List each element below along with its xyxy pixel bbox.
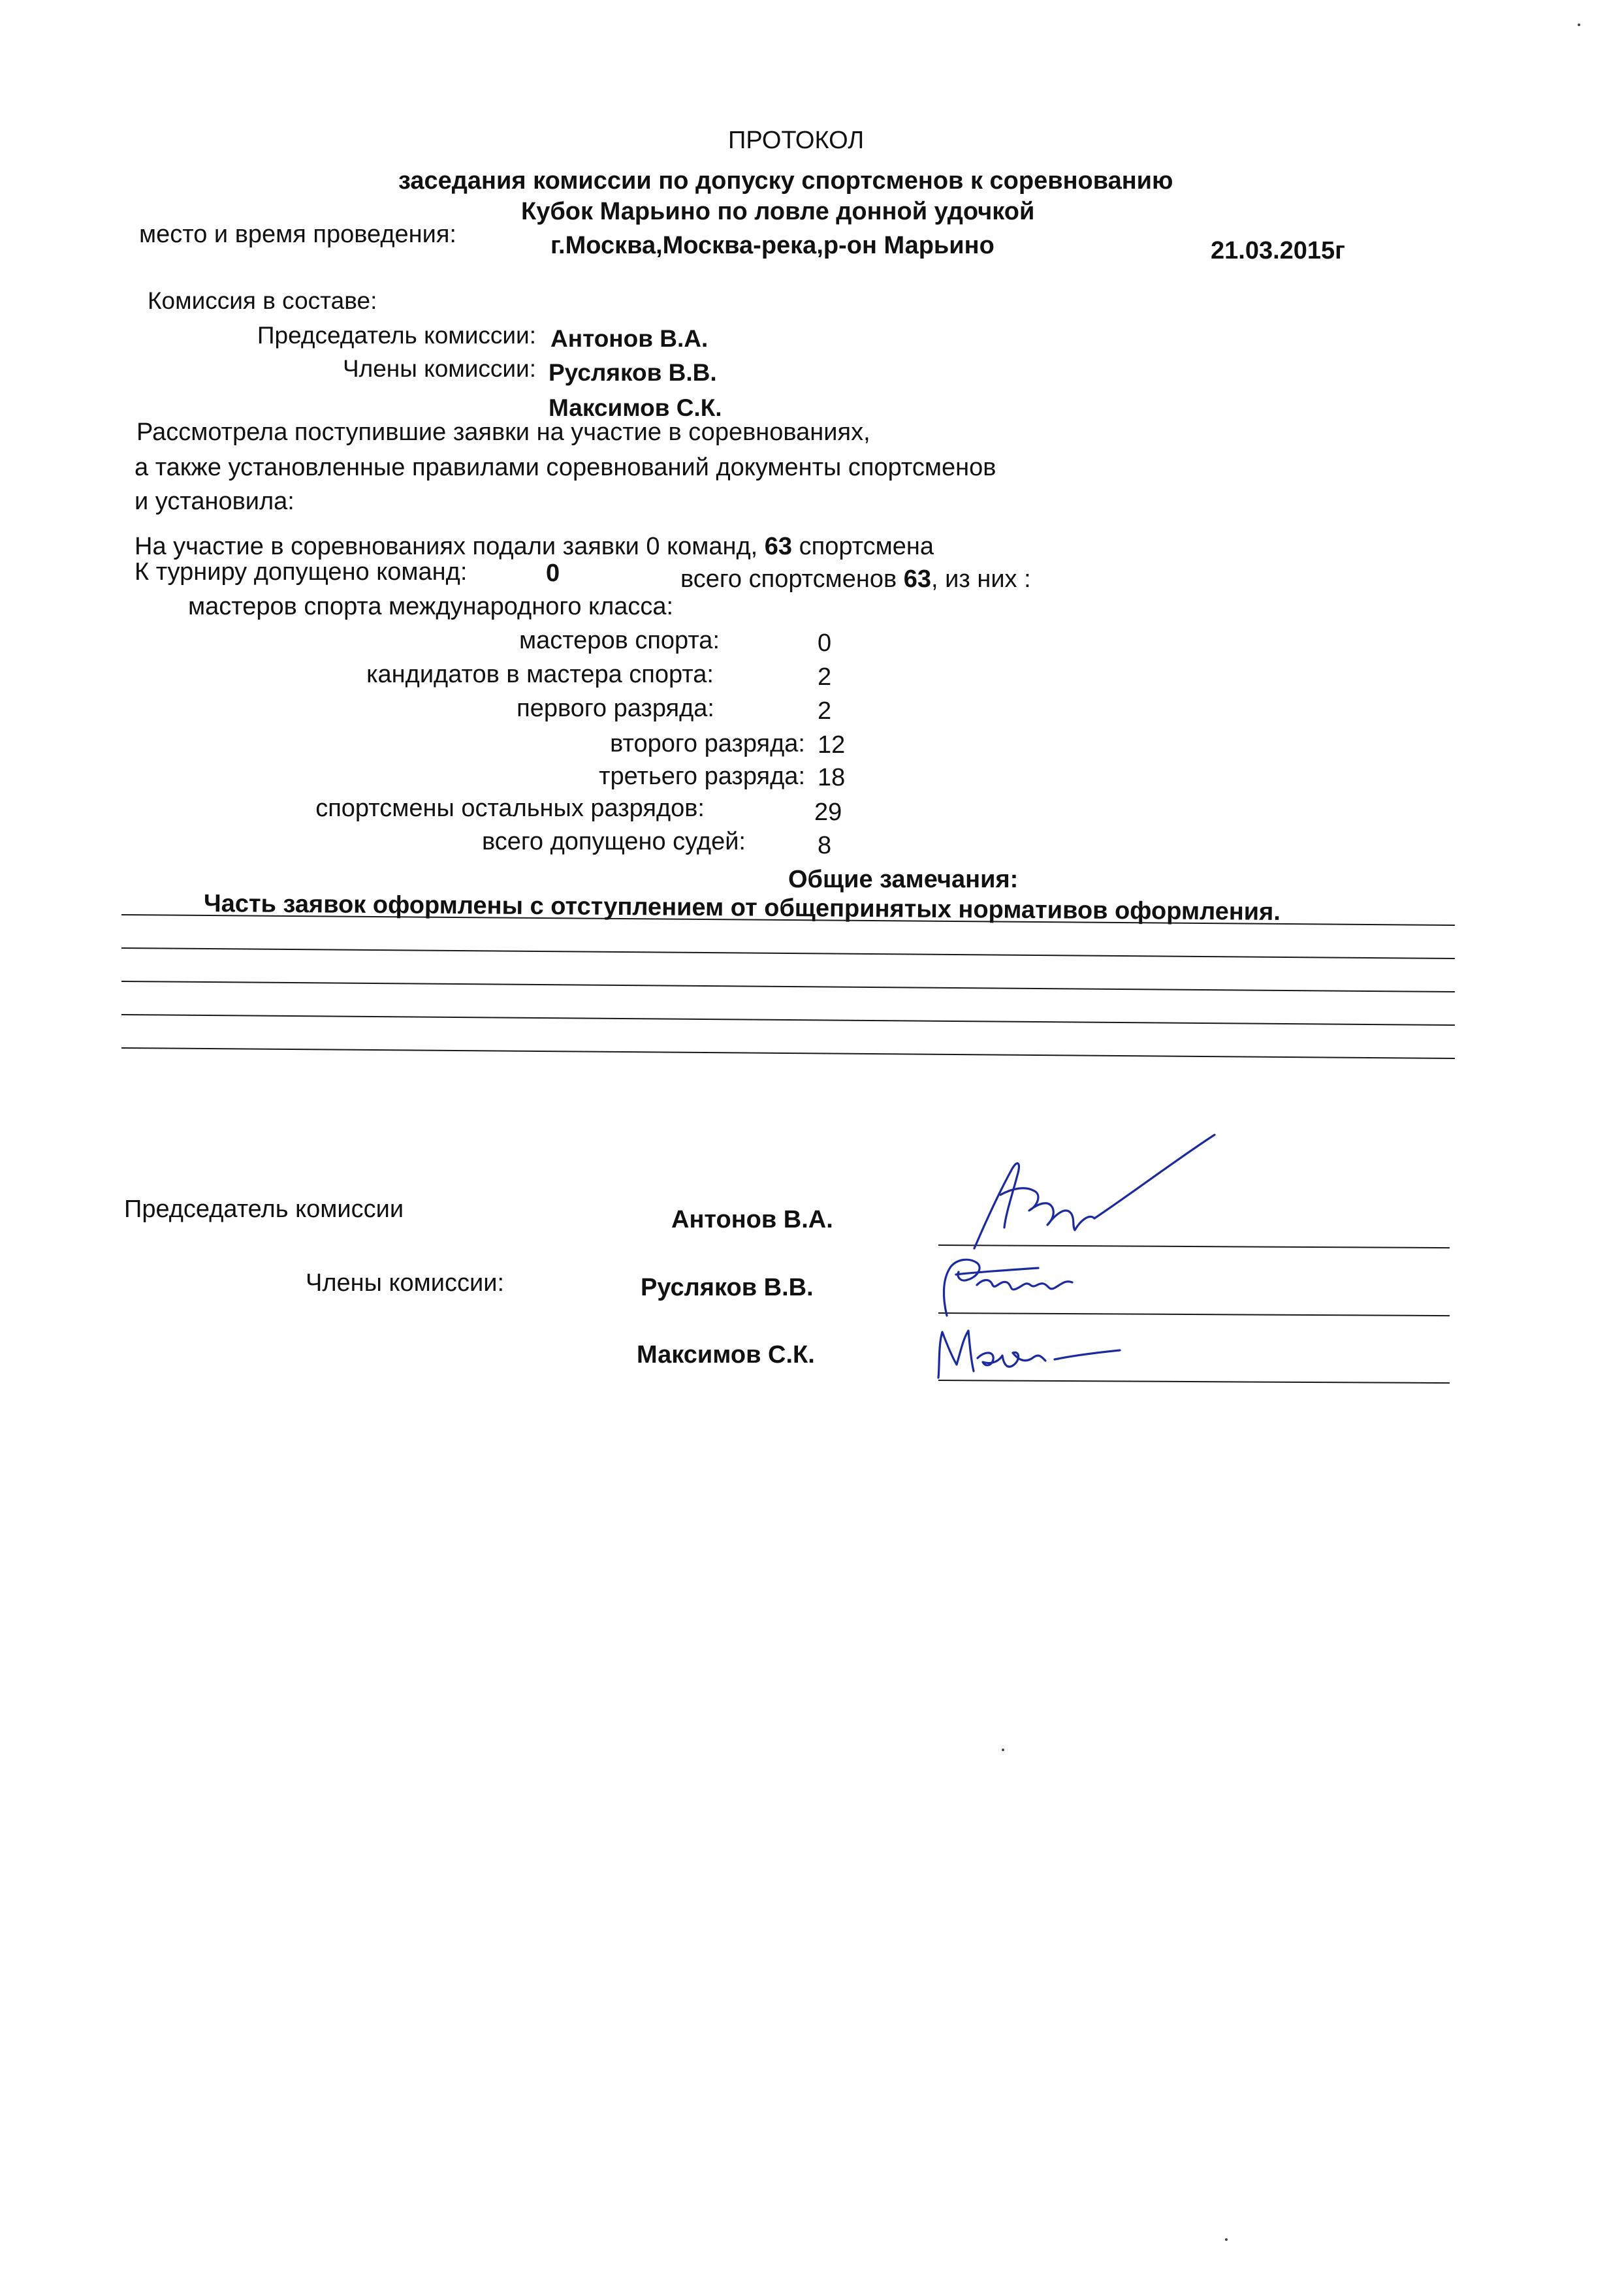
findings-line-2: а также установленные правилами соревнований документы спортсменов [135,454,996,481]
chair-signature [966,1123,1241,1267]
remarks-line-5 [121,1047,1455,1059]
remarks-line-3 [121,981,1455,992]
rank-value-judges: 8 [818,832,832,859]
rank-value-other: 29 [814,799,842,826]
document-title: ПРОТОКОЛ [728,127,865,154]
applications-suffix: спортсмена [792,533,934,560]
teams-admitted-label: К турниру допущено команд: [135,558,468,586]
applications-athletes-count: 63 [764,533,793,560]
signature-chair-label: Председатель комиссии [124,1196,404,1223]
remarks-text: Часть заявок оформлены с отступлением от общепринятых нормативов оформления. [203,890,1281,926]
commission-chair-label: Председатель комиссии: [257,322,536,349]
commission-members-label: Члены комиссии: [342,355,536,382]
commission-member-2: Максимов С.К. [549,394,722,421]
meeting-date: 21.03.2015г [1211,237,1346,264]
rank-value-masters: 0 [818,629,832,657]
rank-label-judges: всего допущено судей: [482,828,746,855]
signature-chair-name: Антонов В.А. [671,1206,833,1233]
remarks-line-2 [121,947,1455,959]
applications-prefix: На участие в соревнованиях подали заявки 0 команд, [135,533,765,560]
rank-value-second: 12 [818,731,846,759]
remarks-line-4 [121,1014,1455,1026]
member-2-signature [931,1319,1126,1384]
athletes-prefix: всего спортсменов [680,565,904,593]
rank-label-third: третьего разряда: [599,763,805,790]
commission-chair-name: Антонов В.А. [550,325,709,352]
remarks-heading: Общие замечания: [788,866,1019,893]
commission-member-1: Русляков В.В. [549,359,717,386]
signature-member-2-name: Максимов С.К. [637,1341,815,1369]
rank-label-candidates: кандидатов в мастера спорта: [366,661,714,688]
venue-place: г.Москва,Москва-река,р-он Марьино [550,232,995,259]
scan-speck [1225,2238,1228,2241]
athletes-admitted-summary [680,567,1031,592]
rank-label-first: первого разряда: [517,695,714,722]
event-name: Кубок Марьино по ловле донной удочкой [521,198,1035,225]
rank-label-masters: мастеров спорта: [518,627,720,654]
teams-admitted-value: 0 [546,560,560,587]
applications-summary [135,534,934,559]
signature-members-label: Члены комиссии: [306,1269,505,1297]
document-subtitle: заседания комиссии по допуску спортсменов к соревнованию [398,167,1173,195]
commission-composition-label: Комиссия в составе: [148,287,377,314]
findings-line-1: Рассмотрела поступившие заявки на участие в соревнованиях, [136,419,870,446]
athletes-admitted-value: 63 [903,565,932,593]
member-1-signature [927,1254,1110,1325]
venue-label: место и время проведения: [139,221,456,248]
rank-value-first: 2 [818,697,832,725]
rank-label-other: спортсмены остальных разрядов: [315,795,705,822]
rank-label-second: второго разряда: [610,730,805,757]
rank-value-third: 18 [818,764,846,791]
scan-speck [1578,24,1580,26]
athletes-suffix: , из них : [931,565,1031,593]
findings-line-3: и установила: [135,488,295,515]
rank-value-candidates: 2 [818,663,832,691]
signature-member-1-name: Русляков В.В. [641,1274,814,1301]
rank-international-masters-label: мастеров спорта международного класса: [188,593,674,620]
scan-speck [1002,1749,1004,1751]
